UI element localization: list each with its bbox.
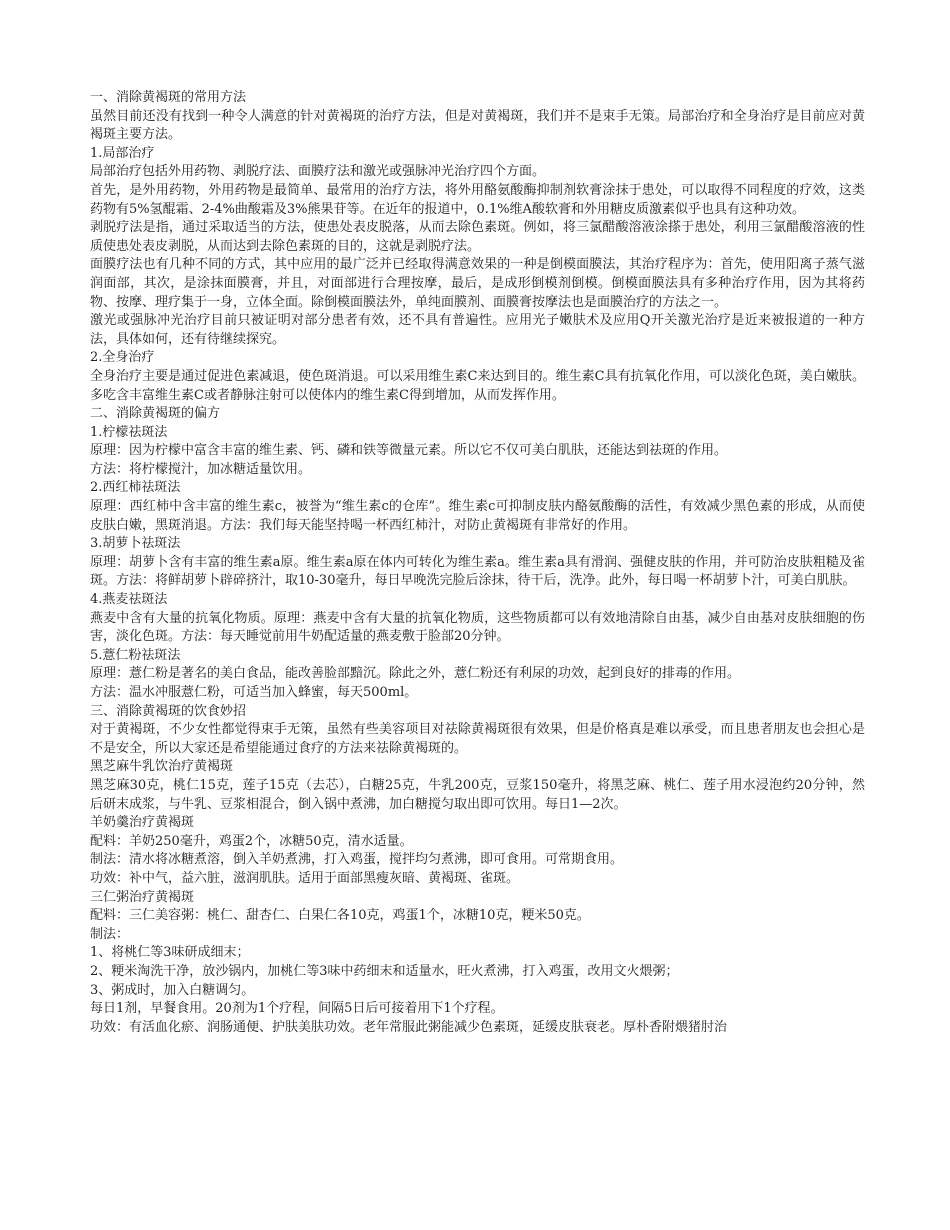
paragraph: 面膜疗法也有几种不同的方式，其中应用的最广泛并已经取得满意效果的一种是倒模面膜法，其治疗程序为：首先，使用阳离子蒸气滋润面部，其次，是涂抹面膜膏，并且，对面部进行合理按摩，最后，是成形倒模剂倒模。倒模面膜法具有多种治疗作用，因为其将药物、按摩、理疗集于一身，立体全面。除倒模面膜法外，单纯面膜剂、面膜膏按摩法也是面膜治疗的方法之一。: [90, 257, 865, 310]
paragraph: 每日1剂，早餐食用。20剂为1个疗程，间隔5日后可接着用下1个疗程。: [90, 1001, 504, 1017]
paragraph: 剥脱疗法是指，通过采取适当的方法，使患处表皮脱落，从而去除色素斑。例如，将三氯醋酸溶液涂搽于患处，利用三氯醋酸溶液的性质使患处表皮剥脱，从而达到去除色素斑的目的，这就是剥脱疗法。: [90, 220, 865, 254]
section-heading: 二、消除黄褐斑的偏方: [90, 406, 221, 422]
paragraph: 原理：胡萝卜含有丰富的维生素a原。维生素a原在体内可转化为维生素a。维生素a具有滑润、强健皮肤的作用，并可防治皮肤粗糙及雀斑。方法：将鲜胡萝卜辟碎挤汁，取10-30毫升，每日早晚洗完脸后涂抹，待干后，洗净。此外，每日喝一杯胡萝卜汁，可美白肌肤。: [90, 554, 865, 589]
paragraph: 燕麦中含有大量的抗氧化物质。原理：燕麦中含有大量的抗氧化物质，这些物质都可以有效地清除自由基，减少自由基对皮肤细胞的伤害，淡化色斑。方法：每天睡觉前用牛奶配适量的燕麦敷于脸部20分钟。: [90, 610, 865, 645]
paragraph: 1、将桃仁等3味研成细末；: [90, 945, 250, 961]
paragraph: 原理：因为柠檬中富含丰富的维生素、钙、磷和铁等微量元素。所以它不仅可美白肌肤，还能达到祛斑的作用。: [90, 443, 728, 459]
section-heading: 4.燕麦祛斑法: [90, 592, 168, 608]
paragraph: 原理：西红柿中含丰富的维生素c，被誉为“维生素c的仓库”。维生素c可抑制皮肤内酪氨酸酶的活性，有效减少黑色素的形成，从而使皮肤白嫩，黑斑消退。方法：我们每天能坚持喝一杯西红柿汁，对防止黄褐斑有非常好的作用。: [90, 499, 865, 533]
paragraph: 功效：有活血化瘀、润肠通便、护肤美肤功效。老年常服此粥能减少色素斑，延缓皮肤衰老。厚朴香附煨猪肘治: [90, 1019, 728, 1035]
paragraph: 配料：羊奶250毫升，鸡蛋2个，冰糖50克，清水适量。: [90, 833, 413, 849]
paragraph: 方法：将柠檬搅汁，加冰糖适量饮用。: [90, 461, 312, 477]
paragraph: 黑芝麻30克，桃仁15克，莲子15克（去芯），白糖25克，牛乳200克，豆浆150毫升，将黑芝麻、桃仁、莲子用水浸泡约20分钟，然后研末成浆，与牛乳、豆浆相混合，倒入锅中煮沸，加白糖搅匀取出即可饮用。每日1—2次。: [90, 777, 865, 812]
section-heading: 三、消除黄褐斑的饮食妙招: [90, 703, 247, 719]
paragraph: 功效：补中气，益六脏，滋润肌肤。适用于面部黑瘦灰暗、黄褐斑、雀斑。: [90, 870, 520, 886]
section-heading: 5.薏仁粉祛斑法: [90, 647, 181, 663]
paragraph: 激光或强脉冲光治疗目前只被证明对部分患者有效，还不具有普遍性。应用光子嫩肤术及应用Q开关激光治疗是近来被报道的一种方法，具体如何，还有待继续探究。: [90, 313, 865, 347]
paragraph: 方法：温水冲服薏仁粉，可适当加入蜂蜜，每天500ml。: [90, 685, 418, 700]
paragraph: 局部治疗包括外用药物、剥脱疗法、面膜疗法和激光或强脉冲光治疗四个方面。: [90, 164, 546, 180]
paragraph: 首先，是外用药物，外用药物是最简单、最常用的治疗方法，将外用酪氨酸酶抑制剂软膏涂抹于患处，可以取得不同程度的疗效，这类药物有5%氢醌霜、2-4%曲酸霜及3%熊果苷等。在近年的报道中，0.1%维A酸软膏和外用糖皮质激素似乎也具有这种功效。: [90, 182, 865, 217]
paragraph: 虽然目前还没有找到一种令人满意的针对黄褐斑的治疗方法，但是对黄褐斑，我们并不是束手无策。局部治疗和全身治疗是目前应对黄褐斑主要方法。: [90, 108, 865, 143]
paragraph: 制法：: [90, 926, 130, 942]
section-heading: 3.胡萝卜祛斑法: [90, 536, 181, 552]
paragraph: 配料：三仁美容粥：桃仁、甜杏仁、白果仁各10克，鸡蛋1个，冰糖10克，粳米50克。: [90, 908, 590, 924]
section-heading: 1.局部治疗: [90, 145, 155, 161]
paragraph: 全身治疗主要是通过促进色素减退，使色斑消退。可以采用维生素C来达到目的。维生素C具有抗氧化作用，可以淡化色斑，美白嫩肤。多吃含丰富维生素C或者静脉注射可以使体内的维生素C得到增加，从而发挥作用。: [90, 368, 865, 403]
paragraph: 3、粥成时，加入白糖调匀。: [90, 982, 255, 998]
document-body: [90, 89, 865, 1037]
paragraph: 原理：薏仁粉是著名的美白食品，能改善脸部黯沉。除此之外，薏仁粉还有利尿的功效，起到良好的排毒的作用。: [90, 666, 741, 682]
section-heading: 2.西红柿祛斑法: [90, 480, 181, 496]
section-heading: 黑芝麻牛乳饮治疗黄褐斑: [90, 759, 234, 775]
section-heading: 羊奶羹治疗黄褐斑: [90, 815, 195, 831]
paragraph: 制法：清水将冰糖煮溶，倒入羊奶煮沸，打入鸡蛋，搅拌均匀煮沸，即可食用。可常期食用。: [90, 852, 624, 868]
paragraph: 对于黄褐斑，不少女性都觉得束手无策，虽然有些美容项目对祛除黄褐斑很有效果，但是价格真是难以承受，而且患者朋友也会担心是不是安全，所以大家还是希望能通过食疗的方法来祛除黄褐斑的。: [90, 722, 865, 756]
section-heading: 一、消除黄褐斑的常用方法: [90, 90, 247, 105]
section-heading: 2.全身治疗: [90, 350, 155, 366]
section-heading: 三仁粥治疗黄褐斑: [90, 889, 195, 905]
paragraph: 2、粳米淘洗干净，放沙锅内，加桃仁等3味中药细末和适量水，旺火煮沸，打入鸡蛋，改用文火煨粥；: [90, 963, 679, 979]
section-heading: 1.柠檬祛斑法: [90, 424, 168, 440]
